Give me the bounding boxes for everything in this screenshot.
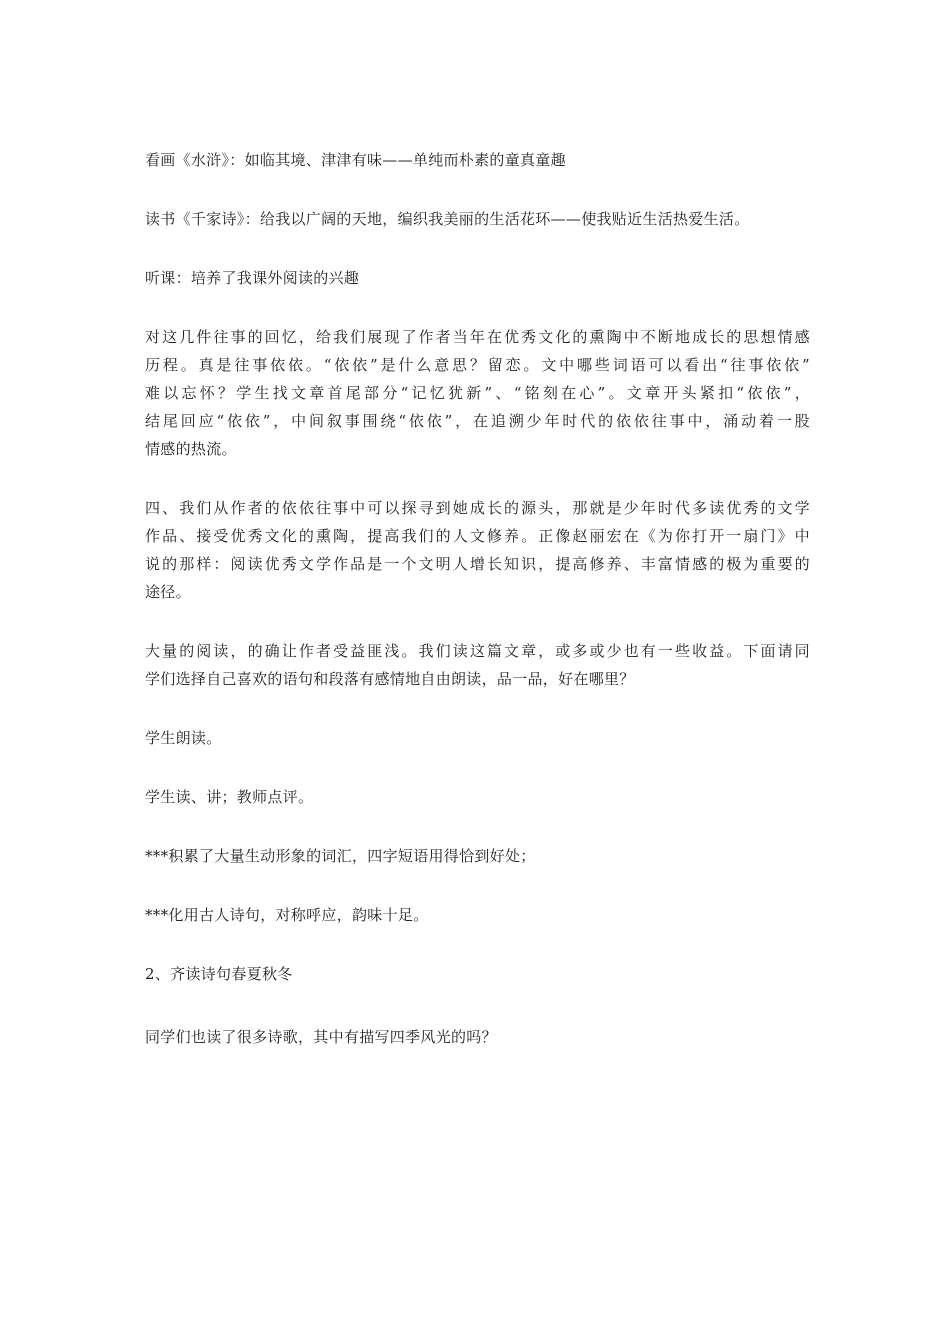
paragraph-line: 作品、接受优秀文化的熏陶，提高我们的人文修养。正像赵丽宏在《为你打开一扇门》中 xyxy=(145,527,810,545)
paragraph-line: 结尾回应“依依”，中间叙事围绕“依依”，在追溯少年时代的依依往事中，涌动着一股 xyxy=(145,412,810,430)
paragraph-line: 大量的阅读，的确让作者受益匪浅。我们读这篇文章，或多或少也有一些收益。下面请同 xyxy=(145,642,810,660)
paragraph-students-read xyxy=(145,724,810,752)
paragraph-line: ***化用古人诗句，对称呼应，韵味十足。 xyxy=(145,906,429,924)
paragraph-line: 学们选择自己喜欢的语句和段落有感情地自由朗读，品一品，好在哪里？ xyxy=(145,670,635,688)
paragraph-line: ***积累了大量生动形象的词汇，四字短语用得恰到好处； xyxy=(145,847,536,865)
paragraph-extensive-reading xyxy=(145,637,810,693)
paragraph-line: 难以忘怀？学生找文章首尾部分“记忆犹新”、“铭刻在心”。文章开头紧扣“依依”， xyxy=(145,384,810,402)
paragraph-line: 读书《千家诗》：给我以广阔的天地，编织我美丽的生活花环——使我贴近生活热爱生活。 xyxy=(145,210,750,228)
paragraph-line: 说的那样：阅读优秀文学作品是一个文明人增长知识，提高修养、丰富情感的极为重要的 xyxy=(145,555,810,573)
paragraph-memories xyxy=(145,323,810,463)
paragraph-line: 2、齐读诗句春夏秋冬 xyxy=(145,965,293,983)
paragraph-line: 同学们也读了很多诗歌，其中有描写四季风光的吗？ xyxy=(145,1028,497,1046)
paragraph-reading-qianjiashi xyxy=(145,205,810,233)
paragraph-section-heading xyxy=(145,960,810,988)
paragraph-question xyxy=(145,1023,810,1051)
paragraph-listening-class xyxy=(145,264,810,292)
paragraph-line: 看画《水浒》：如临其境、津津有味——单纯而朴素的童真童趣 xyxy=(145,151,566,169)
paragraph-section-four xyxy=(145,494,810,606)
paragraph-teacher-comment xyxy=(145,783,810,811)
paragraph-line: 历程。真是往事依依。“依依”是什么意思？留恋。文中哪些词语可以看出“往事依依” xyxy=(145,356,810,374)
paragraph-watching-shuihu xyxy=(145,146,810,174)
paragraph-point-vocabulary xyxy=(145,842,810,870)
paragraph-line: 对这几件往事的回忆，给我们展现了作者当年在优秀文化的熏陶中不断地成长的思想情感 xyxy=(145,328,810,346)
paragraph-line: 途径。 xyxy=(145,583,191,601)
paragraph-line: 四、我们从作者的依依往事中可以探寻到她成长的源头，那就是少年时代多读优秀的文学 xyxy=(145,499,810,517)
paragraph-line: 听课：培养了我课外阅读的兴趣 xyxy=(145,269,360,287)
document-page xyxy=(145,146,810,1051)
paragraph-point-poetry xyxy=(145,901,810,929)
paragraph-line: 学生朗读。 xyxy=(145,729,222,747)
paragraph-line: 学生读、讲；教师点评。 xyxy=(145,788,314,806)
paragraph-line: 情感的热流。 xyxy=(145,440,237,458)
